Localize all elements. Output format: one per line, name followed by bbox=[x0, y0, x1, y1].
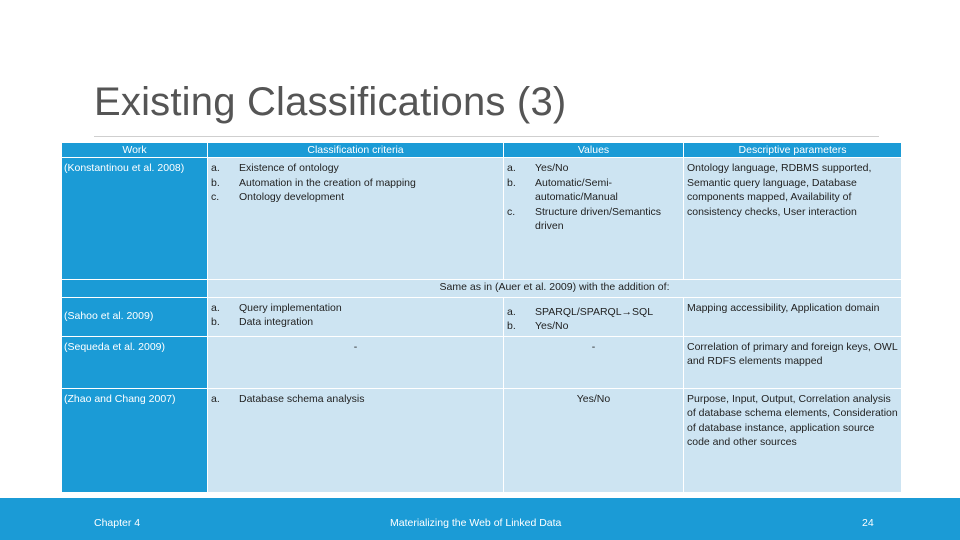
criteria-item: Ontology development bbox=[239, 191, 345, 203]
list-letter: b. bbox=[507, 176, 516, 189]
table-row-sahoo bbox=[62, 297, 902, 336]
criteria-cell bbox=[208, 297, 504, 336]
list-letter: b. bbox=[507, 320, 516, 332]
list-letter: c. bbox=[211, 191, 220, 203]
work-cell: (Sequeda et al. 2009) bbox=[62, 336, 208, 388]
criteria-cell bbox=[208, 158, 504, 280]
header-criteria: Classification criteria bbox=[208, 143, 504, 158]
criteria-item: Automation in the creation of mapping bbox=[239, 176, 416, 189]
page-number: 24 bbox=[862, 517, 874, 529]
title-divider bbox=[94, 136, 879, 137]
criteria-cell: - bbox=[208, 336, 504, 388]
list-letter: a. bbox=[211, 301, 220, 314]
params-cell: Mapping accessibility, Application domain bbox=[684, 297, 902, 336]
header-work: Work bbox=[62, 143, 208, 158]
criteria-item: Data integration bbox=[239, 316, 314, 328]
list-letter: a. bbox=[507, 305, 516, 318]
work-cell: (Zhao and Chang 2007) bbox=[62, 388, 208, 492]
list-letter: c. bbox=[507, 205, 516, 218]
list-letter: a. bbox=[507, 162, 516, 174]
values-cell bbox=[504, 297, 684, 336]
value-item: Structure driven/Semantics driven bbox=[535, 205, 662, 232]
footer-bar bbox=[0, 498, 960, 540]
values-cell: Yes/No bbox=[504, 388, 684, 492]
list-letter: a. bbox=[211, 392, 220, 405]
criteria-item: Database schema analysis bbox=[239, 392, 365, 405]
value-item: Automatic/Semi-automatic/Manual bbox=[535, 176, 618, 203]
value-item: Yes/No bbox=[535, 162, 569, 174]
criteria-item: Query implementation bbox=[239, 301, 342, 314]
work-cell: (Sahoo et al. 2009) bbox=[62, 297, 208, 336]
values-cell bbox=[504, 158, 684, 280]
work-cell-empty bbox=[62, 280, 208, 298]
classification-table bbox=[61, 142, 902, 493]
params-cell: Purpose, Input, Output, Correlation analysis of database schema elements, Consideration of database instance, application source code and other sources bbox=[684, 388, 902, 492]
note-cell: Same as in (Auer et al. 2009) with the addition of: bbox=[208, 280, 902, 298]
table-row-zhao bbox=[62, 388, 902, 492]
value-item: Yes/No bbox=[535, 320, 569, 332]
table-row-sequeda bbox=[62, 336, 902, 388]
header-params: Descriptive parameters bbox=[684, 143, 902, 158]
params-cell: Correlation of primary and foreign keys, OWL and RDFS elements mapped bbox=[684, 336, 902, 388]
footer-title: Materializing the Web of Linked Data bbox=[390, 517, 562, 529]
list-letter: b. bbox=[211, 316, 220, 328]
params-cell: Ontology language, RDBMS supported, Semantic query language, Database components mapped, Availability of consistency checks, User interaction bbox=[684, 158, 902, 280]
table-note-row bbox=[62, 280, 902, 298]
table-row-konstantinou bbox=[62, 158, 902, 280]
value-item: SPARQL/SPARQL→SQL bbox=[535, 305, 654, 318]
slide-title: Existing Classifications (3) bbox=[94, 80, 567, 124]
values-cell: - bbox=[504, 336, 684, 388]
footer-chapter: Chapter 4 bbox=[94, 517, 141, 529]
criteria-cell bbox=[208, 388, 504, 492]
list-letter: b. bbox=[211, 176, 220, 189]
header-values: Values bbox=[504, 143, 684, 158]
list-letter: a. bbox=[211, 162, 220, 174]
table-header-row bbox=[62, 143, 902, 158]
criteria-item: Existence of ontology bbox=[239, 162, 339, 174]
work-cell: (Konstantinou et al. 2008) bbox=[62, 158, 208, 280]
